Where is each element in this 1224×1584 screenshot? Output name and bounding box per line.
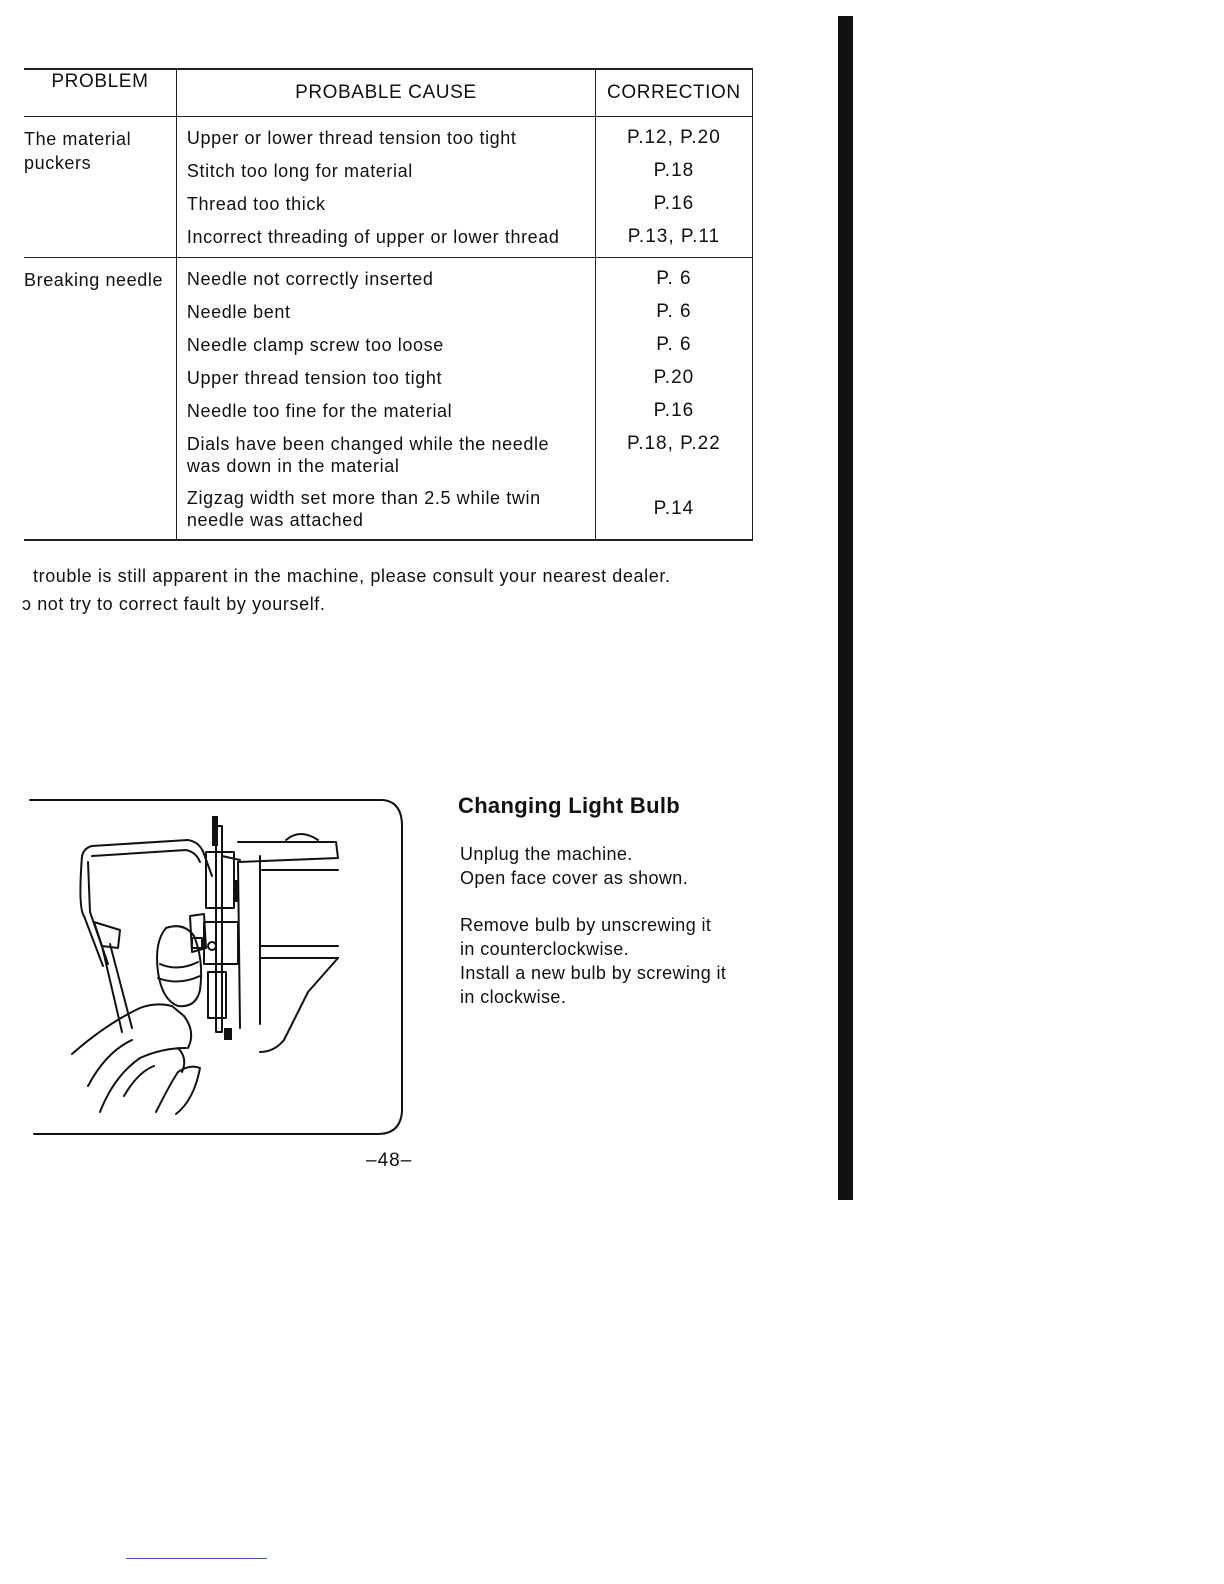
note-line: ɔ not try to correct fault by yourself. (22, 594, 326, 614)
header-problem: PROBLEM (24, 69, 176, 117)
cause-text: Thread too thick (186, 194, 326, 214)
cause-text: was down in the material (186, 456, 400, 476)
correction-text: P. 6 (656, 268, 692, 289)
problem-text: The material (24, 129, 132, 149)
machine-head (238, 842, 338, 862)
instruction-line: Unplug the machine. (460, 844, 633, 864)
correction-text: P.18 (653, 160, 695, 181)
problem-cell (24, 258, 176, 541)
cause-text: Upper or lower thread tension too tight (186, 128, 517, 148)
dealer-note (0, 562, 760, 618)
correction-text: P.16 (653, 400, 695, 421)
cause-text: Needle too fine for the material (186, 401, 453, 421)
correction-text: P.13, P.11 (627, 226, 721, 247)
table-header-row (24, 69, 753, 117)
table-row (24, 258, 753, 292)
instruction-line: Open face cover as shown. (460, 868, 689, 888)
page-number: –48– (366, 1150, 413, 1171)
note-line: trouble is still apparent in the machine, please consult your nearest dealer. (33, 566, 671, 586)
correction-text: P. 6 (656, 301, 692, 322)
page-edge-bar (838, 16, 853, 1200)
cause-text: Needle not correctly inserted (186, 269, 434, 289)
cause-text: Needle bent (186, 302, 291, 322)
correction-text: P.14 (653, 498, 695, 519)
cause-text: Dials have been changed while the needle (186, 434, 550, 454)
instruction-line: in counterclockwise. (460, 939, 630, 959)
correction-text: P.18, P.22 (626, 433, 721, 454)
problem-cell (24, 117, 176, 258)
group-breaking-needle (24, 258, 753, 541)
problem-text: Breaking needle (24, 270, 164, 290)
troubleshooting-table (24, 68, 753, 541)
cause-text: Incorrect threading of upper or lower thread (186, 227, 560, 247)
cause-text: needle was attached (186, 510, 364, 530)
section-title: Changing Light Bulb (458, 793, 680, 818)
instruction-line: in clockwise. (460, 987, 567, 1007)
problem-text: puckers (24, 153, 92, 173)
header-correction: CORRECTION (595, 69, 752, 117)
table-row (24, 117, 753, 151)
cause-text: Stitch too long for material (186, 161, 413, 181)
cause-text: Needle clamp screw too loose (186, 335, 444, 355)
correction-text: P.12, P.20 (626, 127, 721, 148)
header-probable-cause: PROBABLE CAUSE (176, 69, 595, 117)
cause-text: Zigzag width set more than 2.5 while twin (186, 488, 541, 508)
section-instructions (460, 842, 756, 1009)
group-material-puckers (24, 117, 753, 258)
face-cover-illustration (28, 796, 408, 1138)
blue-rule (126, 1558, 267, 1559)
cause-text: Upper thread tension too tight (186, 368, 443, 388)
instruction-line: Install a new bulb by screwing it (460, 963, 727, 983)
correction-text: P.20 (653, 367, 695, 388)
needle-bar (216, 826, 222, 1032)
instruction-line: Remove bulb by unscrewing it (460, 915, 712, 935)
correction-text: P. 6 (656, 334, 692, 355)
correction-text: P.16 (653, 193, 695, 214)
